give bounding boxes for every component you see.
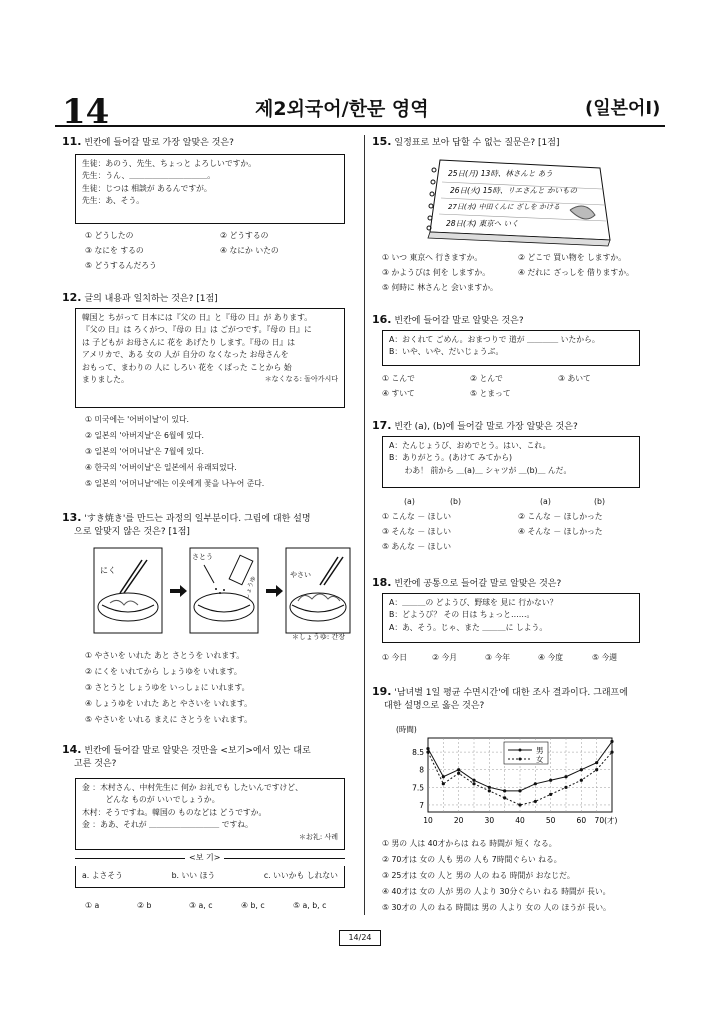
passage-line: 『父の 日』は ろくがつ、『母の 日』は ごがつです。『母の 日』に bbox=[82, 325, 312, 335]
passage-line: おもって、まわりの 人に しろい 花を くばった ことから 始 bbox=[82, 362, 292, 372]
x-tick-label: 60 bbox=[576, 816, 587, 825]
x-tick-label: 30 bbox=[484, 816, 495, 825]
male-series-point bbox=[580, 768, 583, 771]
subject-label: (일본어Ⅰ) bbox=[585, 98, 661, 119]
q14-choice-3[interactable]: ③ a, c bbox=[189, 901, 213, 910]
q19-choice-5[interactable]: ⑤ 30才の 人の ねる 時間は 男の 人より 女の 人の ほうが 長い。 bbox=[382, 903, 611, 912]
sukiyaki-illustration bbox=[92, 545, 352, 640]
dialog-line: 木村：そうですね。韓国の ものなどは どうですか。 bbox=[82, 807, 267, 817]
dialog-line: A：おくれて ごめん。おまつりで 道が ＿＿＿＿ いたから。 bbox=[389, 335, 600, 344]
dialog-line: A：＿＿＿の どようび、野球を 見に 行かない？ bbox=[389, 598, 558, 607]
bogi-item-a: a. よさそう bbox=[82, 871, 123, 881]
q15-choice-1[interactable]: ① いつ 東京へ 行きますか。 bbox=[382, 253, 483, 262]
label-satou: さとう bbox=[192, 553, 213, 561]
x-tick-label: 10 bbox=[423, 816, 433, 825]
q16-choice-4[interactable]: ④ すいて bbox=[382, 389, 415, 398]
q12-choice-2[interactable]: ② 일본의 '아버지날'은 6월에 있다. bbox=[85, 431, 205, 440]
q11-choice-2[interactable]: ② どうするの bbox=[220, 231, 269, 240]
y-tick-label: 7 bbox=[419, 800, 424, 810]
dialog-line: B：ありがとう。(あけて みてから) bbox=[389, 453, 513, 463]
q14-choice-2[interactable]: ② b bbox=[137, 901, 152, 910]
dialog-line: B：どようび？ その 日は ちょっと……。 bbox=[389, 610, 535, 620]
q18-choice-2[interactable]: ② 今月 bbox=[432, 653, 458, 662]
q12-prompt: 12. 글의 내용과 일치하는 것은? [1점] bbox=[62, 291, 218, 304]
q17-dialog-box bbox=[382, 436, 640, 488]
legend-label: 男 bbox=[536, 746, 544, 755]
label-yasai: やさい bbox=[290, 571, 311, 579]
male-series-point bbox=[564, 775, 567, 778]
schedule-line: 26日(火) 15時、リエさんと かいもの bbox=[450, 186, 578, 195]
footer-total: 24 bbox=[361, 933, 372, 942]
label-shouyu: しょうゆ bbox=[242, 575, 258, 601]
x-tick-label: 40 bbox=[515, 816, 525, 825]
chart-legend bbox=[504, 742, 548, 764]
dialog-line: どんな ものが いいでしょうか。 bbox=[82, 795, 220, 805]
legend-marker bbox=[519, 758, 522, 761]
q12-note: ＊なくなる: 돌아가시다 bbox=[264, 375, 338, 384]
q15-choice-4[interactable]: ④ だれに ざっしを 借りますか。 bbox=[518, 268, 634, 277]
exam-title: 제2외국어/한문 영역 bbox=[255, 98, 429, 120]
schedule-line: 27日(水) 中田くんに ざしを かける bbox=[448, 203, 561, 211]
x-tick-label: 50 bbox=[545, 816, 556, 825]
q18-choice-5[interactable]: ⑤ 今週 bbox=[592, 653, 618, 662]
female-series-point bbox=[518, 803, 521, 806]
dialog-line: 生徒：じつは 相談が あるんですが。 bbox=[82, 183, 212, 193]
q11-dialog-box bbox=[75, 154, 345, 224]
male-series-point bbox=[442, 775, 445, 778]
male-series-point bbox=[472, 779, 475, 782]
q15-prompt: 15. 일정표로 보아 답할 수 없는 질문은? [1점] bbox=[372, 135, 560, 148]
male-series-point bbox=[503, 789, 506, 792]
q17-choice-5[interactable]: ⑤ あんな － ほしい bbox=[382, 542, 452, 551]
x-tick-label: 70(才) bbox=[594, 816, 618, 825]
female-series-point bbox=[442, 782, 445, 785]
q14-prompt: 14. 빈칸에 들어갈 말로 알맞은 것만을 <보기>에서 있는 대로 고른 것은? bbox=[62, 743, 311, 770]
passage-line: は 子どもが お母さんに 花を あげたり します。『母の 日』は bbox=[82, 337, 296, 347]
page-number: 14 bbox=[62, 92, 110, 132]
dialog-line: A：たんじょうび、おめでとう。はい、これ。 bbox=[389, 441, 551, 450]
q14-choice-4[interactable]: ④ b, c bbox=[241, 901, 265, 910]
schedule-line: 28日(木) 東京へ いく bbox=[446, 219, 519, 228]
dialog-line: 金 ：ああ、それが ＿＿＿＿＿＿＿＿＿ ですね。 bbox=[82, 820, 253, 830]
sleep-line-chart bbox=[392, 720, 632, 832]
dialog-line: A：あ、そう。じゃ、また ＿＿＿に しよう。 bbox=[389, 622, 548, 632]
male-series-point bbox=[534, 782, 537, 785]
female-series-point bbox=[564, 786, 567, 789]
female-series-point bbox=[472, 782, 475, 785]
q16-choice-5[interactable]: ⑤ とまって bbox=[470, 389, 511, 398]
male-series-point bbox=[595, 761, 598, 764]
q13-choice-4[interactable]: ④ しょうゆを いれた あと やさいを いれます。 bbox=[85, 699, 252, 708]
male-series-point bbox=[610, 740, 613, 743]
q19-prompt: 19. '남녀별 1일 평균 수면시간'에 대한 조사 결과이다. 그래프에 대한 설명으로 옳은 것은? bbox=[372, 685, 628, 712]
female-series-point bbox=[549, 793, 552, 796]
q19-choice-1[interactable]: ① 男の 人は 40才からは ねる 時間が 短く なる。 bbox=[382, 839, 557, 848]
q12-choice-3[interactable]: ③ 일본의 '어머니날'은 7월에 있다. bbox=[85, 447, 205, 456]
dialog-line: 金 ：木村さん、中村先生に 何か お礼でも したいんですけど、 bbox=[82, 783, 303, 792]
passage-line: 韓国と ちがって 日本には『父の 日』と『母の 日』が あります。 bbox=[82, 313, 313, 322]
q13-note: ＊しょうゆ: 간장 bbox=[291, 633, 345, 641]
legend-label: 女 bbox=[536, 755, 544, 764]
q18-dialog-box bbox=[382, 593, 640, 643]
q13-choice-5[interactable]: ⑤ やさいを いれる まえに さとうを いれます。 bbox=[85, 715, 252, 724]
female-series-point bbox=[580, 779, 583, 782]
bogi-item-b: b. いい ほう bbox=[171, 871, 216, 881]
q13-prompt: 13. 'すき焼き'를 만드는 과정의 일부분이다. 그림에 대한 설명 으로 알맞지 않은 것은? [1점] bbox=[62, 511, 311, 538]
q13-choice-3[interactable]: ③ さとうと しょうゆを いっしょに いれます。 bbox=[85, 683, 250, 692]
q19-choice-2[interactable]: ② 70才は 女の 人も 男の 人も 7時間ぐらい ねる。 bbox=[382, 855, 562, 864]
y-tick-label: 7.5 bbox=[412, 783, 424, 793]
y-axis-unit: (時間) bbox=[396, 725, 417, 734]
bogi-box bbox=[75, 866, 345, 888]
label-niku: にく bbox=[100, 566, 116, 575]
female-series-point bbox=[610, 750, 613, 753]
q16-choice-2[interactable]: ② とんで bbox=[470, 374, 503, 383]
q18-prompt: 18. 빈칸에 공통으로 들어갈 말로 알맞은 것은? bbox=[372, 576, 562, 589]
male-series-point bbox=[549, 779, 552, 782]
ab-header: (b) bbox=[594, 497, 606, 506]
male-series-point bbox=[457, 768, 460, 771]
q19-choice-4[interactable]: ④ 40才は 女の 人が 男の 人より 30分ぐらい ねる 時間が 長い。 bbox=[382, 887, 611, 896]
q15-choice-3[interactable]: ③ かようびは 何を しますか。 bbox=[382, 268, 490, 277]
male-series-point bbox=[488, 786, 491, 789]
q18-choice-3[interactable]: ③ 今年 bbox=[485, 653, 511, 662]
q19-choice-3[interactable]: ③ 25才は 女の 人と 男の 人の ねる 時間が おなじだ。 bbox=[382, 871, 575, 880]
schedule-line: 25日(月) 13時、林さんと あう bbox=[448, 169, 553, 178]
q16-choice-3[interactable]: ③ あいて bbox=[558, 374, 591, 383]
q16-prompt: 16. 빈칸에 들어갈 말로 알맞은 것은? bbox=[372, 313, 524, 326]
page-footer: 14/24 bbox=[339, 930, 381, 946]
q13-choice-2[interactable]: ② にくを いれてから しょうゆを いれます。 bbox=[85, 667, 242, 676]
q18-choice-1[interactable]: ① 今日 bbox=[382, 653, 408, 662]
q14-choice-5[interactable]: ⑤ a, b, c bbox=[293, 901, 327, 910]
female-series-point bbox=[457, 772, 460, 775]
dialog-line: わあ！ 前から ＿(a)＿ シャツが ＿(b)＿ んだ。 bbox=[389, 465, 572, 475]
q12-choice-5[interactable]: ⑤ 일본의 '어머니날'에는 이웃에게 꽃을 나누어 준다. bbox=[85, 479, 265, 488]
q15-choice-5[interactable]: ⑤ 何時に 林さんと 会いますか。 bbox=[382, 283, 498, 292]
female-series-point bbox=[426, 750, 429, 753]
column-divider bbox=[364, 135, 365, 915]
q18-choice-4[interactable]: ④ 今度 bbox=[538, 653, 564, 662]
female-series-point bbox=[488, 789, 491, 792]
ab-header: (a) bbox=[540, 497, 551, 506]
q12-choice-4[interactable]: ④ 한국의 '어버이날'은 일본에서 유래되었다. bbox=[85, 463, 237, 472]
q11-choice-5[interactable]: ⑤ どうするんだろう bbox=[85, 261, 157, 270]
q14-dialog-box bbox=[75, 778, 345, 850]
dialog-line: B：いや、いや、だいじょうぶ。 bbox=[389, 347, 504, 357]
ab-header: (a) bbox=[404, 497, 415, 506]
q16-choice-1[interactable]: ① こんで bbox=[382, 374, 415, 383]
q15-choice-2[interactable]: ② どこで 買い物を しますか。 bbox=[518, 253, 626, 262]
q16-dialog-box bbox=[382, 330, 640, 366]
q14-note: ＊お礼: 사례 bbox=[298, 832, 338, 841]
x-tick-label: 20 bbox=[453, 816, 464, 825]
passage-line: まりました。 ＊なくなる: 돌아가시다 bbox=[82, 374, 338, 386]
q17-choice-1[interactable]: ① こんな － ほしい bbox=[382, 512, 452, 521]
female-series-point bbox=[503, 796, 506, 799]
q13-choice-1[interactable]: ① やさいを いれた あと さとうを いれます。 bbox=[85, 651, 245, 660]
q11-choice-4[interactable]: ④ なにか いたの bbox=[220, 246, 279, 255]
q17-choice-2[interactable]: ② こんな － ほしかった bbox=[518, 512, 603, 521]
q12-passage-box bbox=[75, 308, 345, 408]
q17-choice-4[interactable]: ④ そんな － ほしかった bbox=[518, 527, 603, 536]
q11-prompt: 11. 빈칸에 들어갈 말로 가장 알맞은 것은? bbox=[62, 135, 234, 148]
q12-choice-1[interactable]: ① 미국에는 '어버이날'이 있다. bbox=[85, 415, 190, 424]
dialog-line: 先生：あ、そう。 bbox=[82, 196, 145, 206]
male-series-point bbox=[518, 789, 521, 792]
q14-choice-1[interactable]: ① a bbox=[85, 901, 100, 910]
dialog-line: 先生：うん、＿＿＿＿＿＿＿＿＿＿。 bbox=[82, 171, 216, 181]
q11-choice-3[interactable]: ③ なにを するの bbox=[85, 246, 144, 255]
dialog-line: 生徒：あのう、先生、ちょっと よろしいですか。 bbox=[82, 159, 257, 168]
legend-marker bbox=[519, 749, 522, 752]
bogi-label: <보 기> bbox=[185, 852, 224, 864]
bogi-item-c: c. いいかも しれない bbox=[263, 871, 338, 881]
female-series-point bbox=[595, 768, 598, 771]
male-series-point bbox=[426, 747, 429, 750]
header-rule bbox=[55, 125, 665, 127]
passage-line: アメリカで、ある 女の 人が 自分の なくなった お母さんを bbox=[82, 350, 289, 360]
q11-choice-1[interactable]: ① どうしたの bbox=[85, 231, 134, 240]
q17-choice-3[interactable]: ③ そんな － ほしい bbox=[382, 527, 452, 536]
schedule-notebook-illustration bbox=[420, 150, 620, 250]
q17-prompt: 17. 빈칸 (a), (b)에 들어갈 말로 가장 알맞은 것은? bbox=[372, 419, 578, 432]
y-tick-label: 8 bbox=[419, 765, 424, 775]
y-tick-label: 8.5 bbox=[412, 748, 424, 758]
footer-page: 14 bbox=[348, 933, 359, 942]
ab-header: (b) bbox=[450, 497, 462, 506]
female-series-point bbox=[534, 800, 537, 803]
